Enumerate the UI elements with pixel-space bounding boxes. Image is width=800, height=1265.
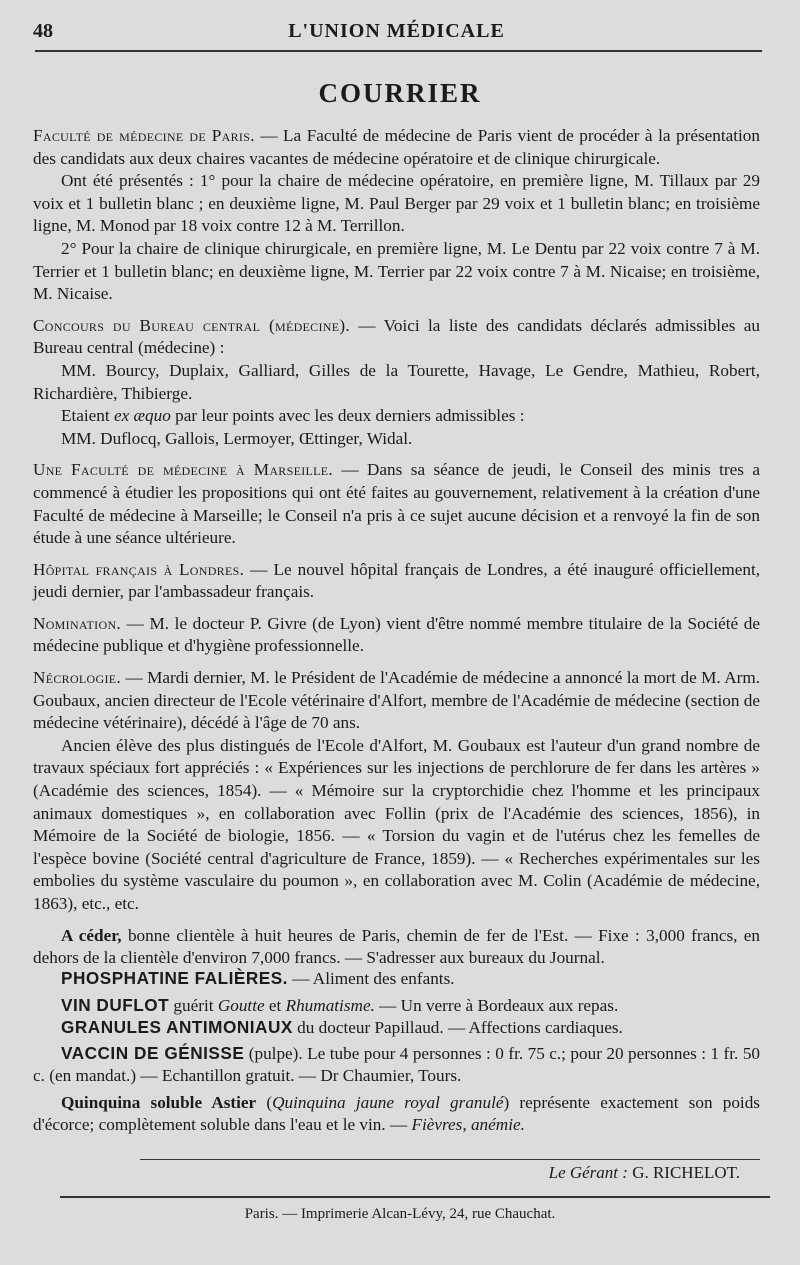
ad-vin-c: — Un verre à Bordeaux aux repas. bbox=[374, 995, 619, 1015]
ad-vin-goutte: Goutte bbox=[217, 995, 265, 1015]
ad-vaccin bbox=[33, 1043, 760, 1087]
concours-candidates: MM. Bourcy, Duplaix, Galliard, Gilles de la Tourette, Havage, Le Gendre, Mathieu, Robert, Richardière, Thibierge. bbox=[33, 360, 760, 403]
concours-exaequo-b: par leur points avec les deux derniers admissibles : bbox=[170, 406, 525, 426]
ad-granules-text: du docteur Papillaud. — Affections cardiaques. bbox=[292, 1017, 623, 1037]
concours-text: — Voici la liste des candidats déclarés admissibles au Bureau central (médecine) : bbox=[33, 315, 761, 358]
ad-quinquina-b: ) représente exactement son poids d'écorce; complètement soluble dans l'eau et le vin. — bbox=[33, 1092, 760, 1134]
a-ceder-text: bonne clientèle à huit heures de Paris, chemin de fer de l'Est. — Fixe : 3,000 francs, en dehors de la clientèle d'environ 7,000 francs. — S'adresser aux bureaux du Journal. bbox=[33, 925, 760, 968]
imprint: Paris. — Imprimerie Alcan-Lévy, 24, rue Chauchat. bbox=[244, 1206, 556, 1222]
ad-vin-title: VIN DUFLOT bbox=[61, 994, 170, 1015]
article-body bbox=[33, 125, 760, 970]
hopital-text: — Le nouvel hôpital français de Londres, a été inauguré officiellement, jeudi dernier, par l'ambassadeur français. bbox=[33, 559, 761, 602]
necrologie-lead: Nécrologie. bbox=[33, 668, 122, 688]
concours-lead: Concours du Bureau central (médecine). bbox=[33, 315, 350, 335]
ad-quinquina-title: Quinquina soluble Astier bbox=[61, 1092, 257, 1112]
ad-granules-title: GRANULES ANTIMONIAUX bbox=[61, 1016, 293, 1037]
marseille-paragraph bbox=[33, 459, 760, 549]
ad-vin-a: guérit bbox=[169, 995, 218, 1015]
ad-granules bbox=[33, 1017, 760, 1039]
page-number: 48 bbox=[33, 20, 53, 42]
hopital-paragraph bbox=[33, 559, 760, 604]
ad-phosphatine-text: — Aliment des enfants. bbox=[287, 969, 455, 988]
hopital-lead: Hôpital français à Londres. bbox=[33, 559, 245, 579]
ad-phosphatine-title: PHOSPHATINE FALIÈRES. bbox=[61, 968, 288, 988]
ad-vaccin-text: (pulpe). Le tube pour 4 personnes : 0 fr. 75 c.; pour 20 personnes : 1 fr. 50 c. (en mandat.) — Echantillon gratuit. — Dr Chaumier, Tours. bbox=[33, 1044, 761, 1086]
a-ceder-lead: A céder, bbox=[61, 925, 122, 945]
ad-quinquina-italic2: Fièvres, anémie. bbox=[411, 1114, 525, 1134]
faculte-text: — La Faculté de médecine de Paris vient de procéder à la présentation des candidats aux deux chaires vacantes de médecine opératoire et de clinique chirurgicale. bbox=[33, 126, 760, 168]
ad-vin bbox=[33, 995, 760, 1017]
ad-vin-rhumatisme: Rhumatisme. bbox=[285, 995, 375, 1015]
signature bbox=[549, 1163, 740, 1183]
section-title: COURRIER bbox=[318, 78, 482, 108]
faculte-lead: Faculté de médecine de Paris. bbox=[33, 126, 255, 145]
concours-exaequo-a: Etaient bbox=[61, 406, 114, 426]
footer-rule bbox=[60, 1196, 770, 1198]
concours-paragraph bbox=[33, 315, 760, 360]
signature-rule bbox=[140, 1159, 760, 1160]
nomination-text: — M. le docteur P. Givre (de Lyon) vient d'être nommé membre titulaire de la Société de médecine publique et d'hygiène professionnelle. bbox=[33, 613, 760, 656]
running-head bbox=[33, 18, 760, 48]
necrologie-paragraph bbox=[33, 667, 760, 735]
faculte-paragraph bbox=[33, 125, 760, 170]
ad-quinquina bbox=[33, 1092, 760, 1136]
nomination-lead: Nomination. bbox=[33, 613, 122, 633]
a-ceder-paragraph bbox=[33, 925, 760, 970]
marseille-text: — Dans sa séance de jeudi, le Conseil des minis tres a commencé à étudier les propositions qui ont été faites au gouvernement, relativement à la création d'une Faculté de médecine à Marseille; le Conseil n'a pris à ce sujet aucune décision et a renvoyé la fin de son étude à une séance ultérieure. bbox=[33, 460, 760, 548]
ad-quinquina-italic: Quinquina jaune royal granulé bbox=[272, 1092, 504, 1112]
nomination-paragraph bbox=[33, 613, 760, 658]
journal-title: L'UNION MÉDICALE bbox=[288, 20, 505, 42]
concours-exaequo-italic: ex æquo bbox=[113, 406, 171, 426]
faculte-results-1: Ont été présentés : 1° pour la chaire de médecine opératoire, en première ligne, M. Tillaux par 29 voix et 1 bulletin blanc ; en deuxième ligne, M. Paul Berger par 29 voix et 1 bulletin blanc; en troisième ligne, M. Monod par 18 voix contre 12 à M. Terrillon. bbox=[33, 171, 760, 236]
advertisements bbox=[33, 968, 760, 1136]
faculte-results-2: 2° Pour la chaire de clinique chirurgicale, en première ligne, M. Le Dentu par 22 voix contre 7 à M. Terrier et 1 bulletin blanc; en deuxième ligne, M. Terrier par 22 voix contre 7 à M. Nicaise; en troisième, M. Nicaise. bbox=[33, 238, 760, 304]
concours-exaequo bbox=[33, 405, 760, 428]
ad-vaccin-title: VACCIN DE GÉNISSE bbox=[61, 1043, 245, 1064]
signature-label: Le Gérant : bbox=[548, 1163, 628, 1182]
ad-quinquina-a: ( bbox=[256, 1092, 273, 1112]
ad-phosphatine bbox=[33, 968, 760, 990]
header-rule bbox=[35, 50, 762, 52]
ad-vin-b: et bbox=[264, 995, 286, 1015]
marseille-lead: Une Faculté de médecine à Marseille. bbox=[33, 460, 333, 480]
signature-name: G. RICHELOT. bbox=[627, 1163, 740, 1182]
necrologie-works: Ancien élève des plus distingués de l'Ecole d'Alfort, M. Goubaux est l'auteur d'un grand nombre de travaux spéciaux fort appréciés : « Expériences sur les injections de perchlorure de fer dans les artères » (Académie des sciences, 1854). — « Mémoire sur la cryptorchidie chez l'homme et les principaux animaux domestiques », en collaboration avec Follin (prix de l'Académie des sciences, 1856), in Mémoire de la Société de biologie, 1856. — « Torsion du vagin et de l'utérus chez les femelles de l'espèce bovine (Société central d'agriculture de France, 1859). — « Recherches expérimentales sur les embolies du système vasculaire du poumon », en collaboration avec M. Colin (Académie de médecine, 1863), etc., etc. bbox=[33, 735, 760, 913]
necrologie-text: — Mardi dernier, M. le Président de l'Académie de médecine a annoncé la mort de M. Arm. Goubaux, ancien directeur de l'Ecole vétérinaire d'Alfort, membre de l'Académie de médecine (section de médecine vétérinaire), décédé à l'âge de 70 ans. bbox=[33, 668, 760, 733]
concours-exaequo-names: MM. Duflocq, Gallois, Lermoyer, Œttinger, Widal. bbox=[61, 428, 413, 448]
